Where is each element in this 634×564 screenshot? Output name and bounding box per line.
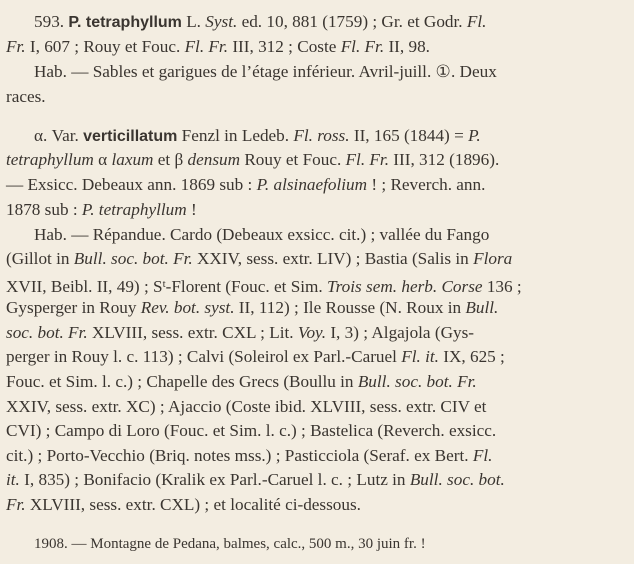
text: Fenzl in Ledeb. <box>177 126 294 145</box>
text: t <box>162 278 166 290</box>
text-line <box>6 370 477 394</box>
text: Fouc. et Sim. l. c.) ; Chapelle des Grecs (Boullu in <box>6 372 358 391</box>
text-line <box>6 296 498 320</box>
text: 1878 sub : <box>6 200 82 219</box>
text-line: XXIV, sess. extr. XC) ; Ajaccio (Coste ibid. XLVIII, sess. extr. CIV et <box>6 397 487 416</box>
text: Fl. Fr. <box>345 150 389 169</box>
text: (Gillot in <box>6 249 74 268</box>
text: Syst. <box>205 12 238 31</box>
text: ! <box>186 200 197 219</box>
specimen-record-line: 1908. — Montagne de Pedana, balmes, calc., 500 m., 30 juin fr. ! <box>34 536 426 552</box>
species-number: 593. <box>34 12 69 31</box>
text: Fl. Fr. <box>340 37 385 56</box>
text: L. <box>181 12 206 31</box>
text-line <box>6 173 485 197</box>
variety-heading-line <box>34 124 481 149</box>
text-line: races. <box>6 87 46 106</box>
text: soc. bot. Fr. <box>6 323 88 342</box>
text-line <box>6 247 512 271</box>
text: XLVIII, sess. extr. CXL ; Lit. <box>87 323 298 342</box>
variety-name: verticillatum <box>83 128 178 145</box>
text: α <box>93 150 112 169</box>
text: Gysperger in Rouy <box>6 298 141 317</box>
text: α. Var. <box>34 126 84 145</box>
text: I, 3) ; Algajola (Gys- <box>326 323 475 342</box>
text: P. alsinaefolium <box>256 175 368 194</box>
text: 136 ; <box>482 277 522 296</box>
text-line <box>6 148 499 172</box>
text-line <box>6 35 430 59</box>
text: it. <box>6 470 20 489</box>
text: Fl. ross. <box>293 126 350 145</box>
text: ! ; Reverch. ann. <box>367 175 486 194</box>
text: Fl. <box>472 446 493 465</box>
text: et β <box>153 150 188 169</box>
habitat-line: Hab. — Répandue. Cardo (Debeaux exsicc. cit.) ; vallée du Fango <box>34 225 490 244</box>
text: Fr. <box>6 37 26 56</box>
text: — Exsicc. Debeaux ann. 1869 sub : <box>6 175 257 194</box>
text: Bull. soc. bot. Fr. <box>73 249 193 268</box>
text: cit.) ; Porto-Vecchio (Briq. notes mss.) ; Pasticciola (Seraf. ex Bert. <box>6 446 473 465</box>
text: III, 312 (1896). <box>389 150 500 169</box>
text: laxum <box>111 150 154 169</box>
text: II, 112) ; Ile Rousse (N. Roux in <box>234 298 466 317</box>
text-line <box>6 321 474 345</box>
text-line: CVI) ; Campo di Loro (Fouc. et Sim. l. c.) ; Bastelica (Reverch. exsicc. <box>6 421 497 440</box>
text-line <box>6 345 505 369</box>
text: I, 607 ; Rouy et Fouc. <box>25 37 185 56</box>
text: XVII, Beibl. II, 49) ; S <box>6 277 163 296</box>
species-heading-line <box>34 10 486 35</box>
text: Rouy et Fouc. <box>240 150 346 169</box>
text-line <box>6 493 361 517</box>
text: IX, 625 ; <box>438 347 505 366</box>
text: densum <box>187 150 241 169</box>
text-line <box>6 198 197 222</box>
text: II, 165 (1844) = <box>349 126 469 145</box>
text: Voy. <box>297 323 327 342</box>
habitat-line: Hab. — Sables et garigues de l’étage inférieur. Avril-juill. ①. Deux <box>34 62 497 81</box>
text: ed. 10, 881 (1759) ; Gr. et Godr. <box>237 12 467 31</box>
text: perger in Rouy l. c. 113) ; Calvi (Soleirol ex Parl.-Caruel <box>6 347 402 366</box>
text: Bull. soc. bot. <box>409 470 505 489</box>
text: Bull. soc. bot. Fr. <box>357 372 477 391</box>
species-name: P. tetraphyllum <box>68 14 182 31</box>
text: I, 835) ; Bonifacio (Kralik ex Parl.-Caruel l. c. ; Lutz in <box>19 470 410 489</box>
text-line <box>6 468 505 492</box>
text: XXIV, sess. extr. LIV) ; Bastia (Salis in <box>192 249 474 268</box>
text: P. tetraphyllum <box>81 200 187 219</box>
text: tetraphyllum <box>6 150 94 169</box>
text: Fl. <box>466 12 487 31</box>
text: XLVIII, sess. extr. CXL) ; et localité ci-dessous. <box>25 495 361 514</box>
text: Fl. Fr. <box>184 37 229 56</box>
text: Fr. <box>6 495 26 514</box>
text: Fl. it. <box>401 347 439 366</box>
text: Bull. <box>465 298 499 317</box>
text: III, 312 ; Coste <box>228 37 341 56</box>
text-line <box>6 444 492 468</box>
text: P. <box>468 126 481 145</box>
text: Rev. bot. syst. <box>140 298 235 317</box>
text: -Florent (Fouc. et Sim. <box>165 277 328 296</box>
text: Trois sem. herb. Corse <box>327 277 483 296</box>
text: Flora <box>473 249 513 268</box>
text: II, 98. <box>384 37 430 56</box>
